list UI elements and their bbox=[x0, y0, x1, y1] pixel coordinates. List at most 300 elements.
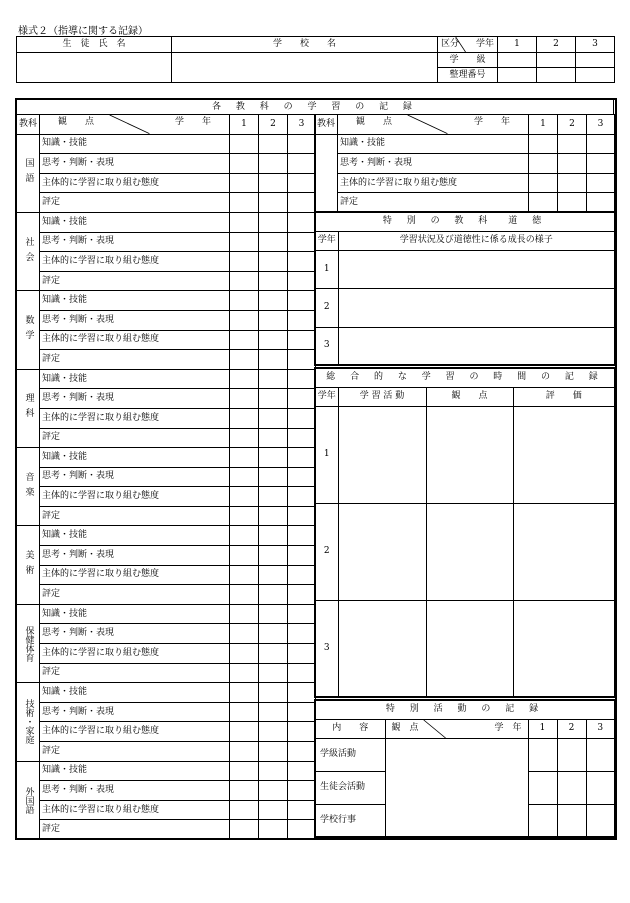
grade-cell-3[interactable] bbox=[288, 820, 316, 840]
grade-cell-3[interactable] bbox=[288, 624, 316, 644]
class-field-2[interactable] bbox=[537, 53, 576, 68]
grade-cell-1[interactable] bbox=[230, 487, 259, 507]
special-cell-2-2[interactable] bbox=[557, 771, 586, 804]
subject-row bbox=[17, 389, 316, 409]
subject-row bbox=[17, 154, 316, 174]
subject-name-cell bbox=[17, 448, 40, 526]
grade-cell-1[interactable] bbox=[230, 212, 259, 232]
moral-grade-col: 学年 bbox=[315, 231, 338, 250]
integrated-evaluation-2[interactable] bbox=[513, 503, 615, 600]
subject-row bbox=[17, 467, 316, 487]
grade-cell-3[interactable] bbox=[288, 212, 316, 232]
subject-row bbox=[17, 310, 316, 330]
viewpoint-label: 知識・技能 bbox=[40, 369, 230, 389]
grade-cell-3[interactable] bbox=[288, 389, 316, 409]
viewpoint-col-header: 観 点 bbox=[58, 117, 95, 127]
grade-col-header: 学 年 bbox=[174, 117, 211, 127]
subject-row bbox=[17, 702, 316, 722]
grade-cell-2[interactable] bbox=[259, 271, 288, 291]
subject-row bbox=[17, 291, 316, 311]
grade-cell-3[interactable] bbox=[288, 232, 316, 252]
grade-cell-1[interactable] bbox=[230, 742, 259, 762]
grade-cell-3[interactable] bbox=[288, 271, 316, 291]
subject-name-cell bbox=[17, 761, 40, 839]
viewpoint-label: 知識・技能 bbox=[40, 291, 230, 311]
special-viewpoint-col: 観 点 bbox=[391, 722, 419, 733]
right-subject-row bbox=[315, 193, 615, 213]
grade-cell-2[interactable] bbox=[259, 820, 288, 840]
integrated-viewpoint-3[interactable] bbox=[426, 600, 513, 697]
grade-cell-2[interactable] bbox=[259, 330, 288, 350]
integrated-evaluation-3[interactable] bbox=[513, 600, 615, 697]
integrated-viewpoint-2[interactable] bbox=[426, 503, 513, 600]
grade-cell-1[interactable] bbox=[230, 448, 259, 468]
student-name-field[interactable] bbox=[17, 53, 172, 83]
grade-cell-3[interactable] bbox=[288, 291, 316, 311]
viewpoint-label: 評定 bbox=[40, 742, 230, 762]
special-cell-2-1[interactable] bbox=[528, 771, 557, 804]
subject-row bbox=[17, 663, 316, 683]
subject-name-cell bbox=[17, 526, 40, 604]
grade-cell-2[interactable] bbox=[259, 467, 288, 487]
viewpoint-label: 主体的に学習に取り組む態度 bbox=[40, 173, 230, 193]
right-subject-row bbox=[315, 154, 615, 174]
grade-cell-1[interactable] bbox=[230, 369, 259, 389]
moral-grade-1: 1 bbox=[315, 250, 338, 288]
grade-cell-2[interactable] bbox=[259, 350, 288, 370]
viewpoint-label: 評定 bbox=[40, 585, 230, 605]
special-item-class: 学級活動 bbox=[315, 738, 385, 771]
grade-cell-1[interactable] bbox=[230, 350, 259, 370]
grade-label: 学年 bbox=[475, 39, 494, 49]
grade-cell-3[interactable] bbox=[288, 644, 316, 664]
grade-cell-2[interactable] bbox=[259, 663, 288, 683]
subject-row bbox=[17, 212, 316, 232]
header-grade-1: 1 bbox=[498, 37, 537, 53]
right-grade-cell-1[interactable] bbox=[529, 173, 558, 193]
subject-row bbox=[17, 448, 316, 468]
number-field-1[interactable] bbox=[498, 68, 537, 83]
grade-cell-1[interactable] bbox=[230, 722, 259, 742]
viewpoint-label: 評定 bbox=[40, 271, 230, 291]
subject-row bbox=[17, 644, 316, 664]
subject-name: 数学 bbox=[23, 315, 34, 346]
grade-cell-3[interactable] bbox=[288, 448, 316, 468]
records-title: 各 教 科 の 学 習 の 記 録 bbox=[17, 100, 614, 115]
grade-cell-1[interactable] bbox=[230, 644, 259, 664]
viewpoint-label: 評定 bbox=[40, 506, 230, 526]
special-cell-3-1[interactable] bbox=[528, 804, 557, 837]
subject-name-cell bbox=[17, 604, 40, 682]
grade-cell-2[interactable] bbox=[259, 624, 288, 644]
subject-name: 外国語 bbox=[23, 786, 34, 814]
right-viewpoint-label: 思考・判断・表現 bbox=[338, 154, 529, 174]
grade-cell-3[interactable] bbox=[288, 154, 316, 174]
moral-field-1[interactable] bbox=[338, 250, 615, 288]
subject-row bbox=[17, 271, 316, 291]
subject-row bbox=[17, 369, 316, 389]
right-grade-col-header: 学 年 bbox=[473, 117, 510, 127]
viewpoint-label: 主体的に学習に取り組む態度 bbox=[40, 565, 230, 585]
grade-cell-1[interactable] bbox=[230, 330, 259, 350]
grade-cell-2[interactable] bbox=[259, 702, 288, 722]
special-cell-3-2[interactable] bbox=[557, 804, 586, 837]
viewpoint-label: 評定 bbox=[40, 663, 230, 683]
grade-cell-1[interactable] bbox=[230, 761, 259, 781]
right-grade-cell-3[interactable] bbox=[587, 173, 615, 193]
right-grade-cell-2[interactable] bbox=[558, 134, 587, 154]
viewpoint-label: 知識・技能 bbox=[40, 761, 230, 781]
viewpoint-label: 主体的に学習に取り組む態度 bbox=[40, 487, 230, 507]
integrated-grade-3: 3 bbox=[315, 600, 338, 697]
grade-cell-1[interactable] bbox=[230, 232, 259, 252]
grade-cell-3[interactable] bbox=[288, 761, 316, 781]
class-field-1[interactable] bbox=[498, 53, 537, 68]
grade-cell-1[interactable] bbox=[230, 781, 259, 801]
grade-cell-2[interactable] bbox=[259, 644, 288, 664]
right-grade-cell-1[interactable] bbox=[529, 134, 558, 154]
grade-cell-3[interactable] bbox=[288, 408, 316, 428]
integrated-grade-1: 1 bbox=[315, 406, 338, 503]
subject-name: 美術 bbox=[23, 550, 34, 581]
grade-cell-3[interactable] bbox=[288, 683, 316, 703]
right-grade-cell-1[interactable] bbox=[529, 154, 558, 174]
grade-cell-1[interactable] bbox=[230, 408, 259, 428]
moral-field-2[interactable] bbox=[338, 288, 615, 327]
grade-cell-2[interactable] bbox=[259, 761, 288, 781]
grade-cell-3[interactable] bbox=[288, 781, 316, 801]
viewpoint-label: 主体的に学習に取り組む態度 bbox=[40, 800, 230, 820]
viewpoint-label: 思考・判断・表現 bbox=[40, 546, 230, 566]
grade-cell-1[interactable] bbox=[230, 173, 259, 193]
grade-cell-1[interactable] bbox=[230, 604, 259, 624]
grade-cell-1[interactable] bbox=[230, 820, 259, 840]
subject-name: 音楽 bbox=[23, 471, 34, 502]
right-grade-cell-3[interactable] bbox=[587, 154, 615, 174]
grade-cell-1[interactable] bbox=[230, 193, 259, 213]
viewpoint-label: 評定 bbox=[40, 428, 230, 448]
grade-cell-2[interactable] bbox=[259, 428, 288, 448]
class-label: 学 級 bbox=[438, 53, 498, 68]
grade-cell-1[interactable] bbox=[230, 702, 259, 722]
subject-row bbox=[17, 800, 316, 820]
grade-cell-1[interactable] bbox=[230, 428, 259, 448]
subject-name-cell bbox=[17, 369, 40, 447]
grade-cell-2[interactable] bbox=[259, 800, 288, 820]
grade-cell-3[interactable] bbox=[288, 173, 316, 193]
grade-cell-3[interactable] bbox=[288, 369, 316, 389]
subject-row bbox=[17, 526, 316, 546]
school-name-label: 学 校 名 bbox=[172, 37, 438, 53]
grade-cell-3[interactable] bbox=[288, 742, 316, 762]
grade-cell-1[interactable] bbox=[230, 134, 259, 154]
grade-cell-3[interactable] bbox=[288, 350, 316, 370]
integrated-activity-3[interactable] bbox=[338, 600, 426, 697]
grade-cell-2[interactable] bbox=[259, 565, 288, 585]
grade-cell-1[interactable] bbox=[230, 291, 259, 311]
integrated-viewpoint-1[interactable] bbox=[426, 406, 513, 503]
right-grade-cell-1[interactable] bbox=[529, 193, 558, 213]
grade-cell-1[interactable] bbox=[230, 252, 259, 272]
grade-cell-1[interactable] bbox=[230, 271, 259, 291]
subject-col-header: 教科 bbox=[17, 115, 40, 135]
subject-name-cell bbox=[17, 683, 40, 761]
viewpoint-label: 主体的に学習に取り組む態度 bbox=[40, 252, 230, 272]
records-title-table bbox=[16, 99, 614, 115]
right-subject-row bbox=[315, 173, 615, 193]
grade-cell-2[interactable] bbox=[259, 232, 288, 252]
grade-cell-1[interactable] bbox=[230, 800, 259, 820]
grade-cell-2[interactable] bbox=[259, 722, 288, 742]
header-grade-3: 3 bbox=[576, 37, 615, 53]
integrated-table bbox=[314, 367, 616, 698]
grade-cell-3[interactable] bbox=[288, 506, 316, 526]
viewpoint-label: 知識・技能 bbox=[40, 448, 230, 468]
grade-cell-3[interactable] bbox=[288, 663, 316, 683]
grade-cell-2[interactable] bbox=[259, 683, 288, 703]
viewpoint-grade-header bbox=[40, 115, 230, 135]
header-grade-2: 2 bbox=[537, 37, 576, 53]
viewpoint-label: 知識・技能 bbox=[40, 683, 230, 703]
subject-row bbox=[17, 820, 316, 840]
viewpoint-label: 思考・判断・表現 bbox=[40, 781, 230, 801]
grade-cell-2[interactable] bbox=[259, 173, 288, 193]
grade-cell-2[interactable] bbox=[259, 134, 288, 154]
right-grade-cell-3[interactable] bbox=[587, 134, 615, 154]
grade-cell-2[interactable] bbox=[259, 448, 288, 468]
grade-cell-2[interactable] bbox=[259, 369, 288, 389]
subject-name: 保健体育 bbox=[23, 625, 34, 662]
right-grade-cell-2[interactable] bbox=[558, 173, 587, 193]
subjects-left-table bbox=[16, 114, 316, 840]
integrated-title: 総 合 的 な 学 習 の 時 間 の 記 録 bbox=[315, 368, 615, 387]
subject-row bbox=[17, 781, 316, 801]
viewpoint-label: 思考・判断・表現 bbox=[40, 232, 230, 252]
viewpoint-label: 思考・判断・表現 bbox=[40, 310, 230, 330]
right-grade-cell-2[interactable] bbox=[558, 154, 587, 174]
viewpoint-label: 思考・判断・表現 bbox=[40, 389, 230, 409]
subject-name: 技術・家庭 bbox=[23, 699, 34, 745]
subject-name: 国語 bbox=[23, 158, 34, 189]
subject-name-cell bbox=[17, 212, 40, 290]
grade-cell-3[interactable] bbox=[288, 526, 316, 546]
grade-cell-2[interactable] bbox=[259, 154, 288, 174]
grade-cell-1[interactable] bbox=[230, 389, 259, 409]
integrated-grade-col: 学年 bbox=[315, 387, 338, 406]
grade-cell-2[interactable] bbox=[259, 526, 288, 546]
special-cell-1-2[interactable] bbox=[557, 738, 586, 771]
grade-cell-3[interactable] bbox=[288, 252, 316, 272]
number-label: 整理番号 bbox=[438, 68, 498, 83]
number-field-2[interactable] bbox=[537, 68, 576, 83]
kubun-grade-cell bbox=[438, 37, 498, 53]
grade-cell-3[interactable] bbox=[288, 330, 316, 350]
form-title: 様式２（指導に関する記録） bbox=[18, 26, 148, 37]
grade-cell-1[interactable] bbox=[230, 683, 259, 703]
subject-row bbox=[17, 742, 316, 762]
special-cell-3-3[interactable] bbox=[586, 804, 615, 837]
special-cell-2-3[interactable] bbox=[586, 771, 615, 804]
grade-cell-2[interactable] bbox=[259, 291, 288, 311]
subject-name-cell bbox=[17, 291, 40, 369]
viewpoint-label: 思考・判断・表現 bbox=[40, 624, 230, 644]
records-grade-2: 2 bbox=[259, 115, 288, 135]
special-viewpoint-grade-header bbox=[385, 719, 528, 738]
right-records-grade-1: 1 bbox=[529, 115, 558, 135]
grade-cell-3[interactable] bbox=[288, 722, 316, 742]
school-name-field[interactable] bbox=[172, 53, 438, 83]
viewpoint-label: 思考・判断・表現 bbox=[40, 467, 230, 487]
right-viewpoint-label: 主体的に学習に取り組む態度 bbox=[338, 173, 529, 193]
grade-cell-3[interactable] bbox=[288, 134, 316, 154]
viewpoint-label: 知識・技能 bbox=[40, 134, 230, 154]
grade-cell-2[interactable] bbox=[259, 781, 288, 801]
subject-name-cell bbox=[17, 134, 40, 212]
moral-title: 特 別 の 教 科 道 徳 bbox=[315, 212, 615, 231]
subject-name: 社会 bbox=[23, 236, 34, 267]
right-records-grade-2: 2 bbox=[558, 115, 587, 135]
subject-row bbox=[17, 506, 316, 526]
right-grade-cell-3[interactable] bbox=[587, 193, 615, 213]
integrated-evaluation-1[interactable] bbox=[513, 406, 615, 503]
grade-cell-2[interactable] bbox=[259, 193, 288, 213]
viewpoint-label: 評定 bbox=[40, 193, 230, 213]
kubun-label: 区分 bbox=[441, 39, 460, 49]
grade-cell-3[interactable] bbox=[288, 193, 316, 213]
right-grade-cell-2[interactable] bbox=[558, 193, 587, 213]
viewpoint-label: 評定 bbox=[40, 350, 230, 370]
subjects-right-table bbox=[314, 114, 615, 213]
integrated-activity-col: 学 習 活 動 bbox=[338, 387, 426, 406]
viewpoint-label: 知識・技能 bbox=[40, 212, 230, 232]
viewpoint-label: 主体的に学習に取り組む態度 bbox=[40, 644, 230, 664]
integrated-grade-2: 2 bbox=[315, 503, 338, 600]
grade-cell-2[interactable] bbox=[259, 742, 288, 762]
grade-cell-2[interactable] bbox=[259, 212, 288, 232]
special-item-council: 生徒会活動 bbox=[315, 771, 385, 804]
special-cell-1-1[interactable] bbox=[528, 738, 557, 771]
right-subject-name-cell[interactable] bbox=[315, 134, 338, 212]
grade-cell-2[interactable] bbox=[259, 506, 288, 526]
grade-cell-2[interactable] bbox=[259, 408, 288, 428]
viewpoint-label: 主体的に学習に取り組む態度 bbox=[40, 330, 230, 350]
integrated-viewpoint-col: 観 点 bbox=[426, 387, 513, 406]
viewpoint-label: 主体的に学習に取り組む態度 bbox=[40, 722, 230, 742]
special-cell-1-3[interactable] bbox=[586, 738, 615, 771]
subject-row bbox=[17, 604, 316, 624]
subject-row bbox=[17, 624, 316, 644]
grade-cell-1[interactable] bbox=[230, 565, 259, 585]
right-viewpoint-col-header: 観 点 bbox=[356, 117, 393, 127]
grade-cell-1[interactable] bbox=[230, 310, 259, 330]
grade-cell-2[interactable] bbox=[259, 585, 288, 605]
grade-cell-2[interactable] bbox=[259, 487, 288, 507]
grade-cell-3[interactable] bbox=[288, 428, 316, 448]
special-viewpoint-field[interactable] bbox=[385, 738, 528, 837]
special-table bbox=[314, 699, 616, 838]
subject-row bbox=[17, 252, 316, 272]
number-field-3[interactable] bbox=[576, 68, 615, 83]
grade-cell-1[interactable] bbox=[230, 154, 259, 174]
grade-cell-3[interactable] bbox=[288, 310, 316, 330]
grade-cell-2[interactable] bbox=[259, 310, 288, 330]
grade-cell-1[interactable] bbox=[230, 546, 259, 566]
records-grade-1: 1 bbox=[230, 115, 259, 135]
subject-name: 理科 bbox=[23, 393, 34, 424]
viewpoint-label: 主体的に学習に取り組む態度 bbox=[40, 408, 230, 428]
grade-cell-3[interactable] bbox=[288, 604, 316, 624]
subject-row bbox=[17, 428, 316, 448]
subject-row bbox=[17, 585, 316, 605]
subject-row bbox=[17, 722, 316, 742]
records-grade-3: 3 bbox=[288, 115, 316, 135]
right-viewpoint-label: 評定 bbox=[338, 193, 529, 213]
grade-cell-3[interactable] bbox=[288, 467, 316, 487]
grade-cell-1[interactable] bbox=[230, 506, 259, 526]
integrated-activity-2[interactable] bbox=[338, 503, 426, 600]
viewpoint-label: 思考・判断・表現 bbox=[40, 702, 230, 722]
grade-cell-3[interactable] bbox=[288, 546, 316, 566]
right-subject-row bbox=[315, 134, 615, 154]
grade-cell-3[interactable] bbox=[288, 565, 316, 585]
viewpoint-label: 評定 bbox=[40, 820, 230, 840]
subject-row bbox=[17, 134, 316, 154]
grade-cell-2[interactable] bbox=[259, 546, 288, 566]
grade-cell-3[interactable] bbox=[288, 800, 316, 820]
moral-field-3[interactable] bbox=[338, 327, 615, 365]
subject-row bbox=[17, 683, 316, 703]
viewpoint-label: 知識・技能 bbox=[40, 604, 230, 624]
subject-row bbox=[17, 408, 316, 428]
moral-grade-2: 2 bbox=[315, 288, 338, 327]
subject-row bbox=[17, 487, 316, 507]
grade-cell-1[interactable] bbox=[230, 526, 259, 546]
right-records-grade-3: 3 bbox=[587, 115, 615, 135]
right-viewpoint-grade-header bbox=[338, 115, 529, 135]
grade-cell-3[interactable] bbox=[288, 487, 316, 507]
right-viewpoint-label: 知識・技能 bbox=[338, 134, 529, 154]
right-subject-col-header: 教科 bbox=[315, 115, 338, 135]
grade-cell-1[interactable] bbox=[230, 663, 259, 683]
grade-cell-2[interactable] bbox=[259, 604, 288, 624]
integrated-evaluation-col: 評 価 bbox=[513, 387, 615, 406]
class-field-3[interactable] bbox=[576, 53, 615, 68]
special-grade-1: 1 bbox=[528, 719, 557, 738]
moral-table bbox=[314, 211, 616, 366]
grade-cell-1[interactable] bbox=[230, 467, 259, 487]
integrated-activity-1[interactable] bbox=[338, 406, 426, 503]
subject-row bbox=[17, 546, 316, 566]
subject-row bbox=[17, 350, 316, 370]
grade-cell-1[interactable] bbox=[230, 624, 259, 644]
subject-row bbox=[17, 330, 316, 350]
subject-row bbox=[17, 761, 316, 781]
special-content-col: 内 容 bbox=[315, 719, 385, 738]
viewpoint-label: 知識・技能 bbox=[40, 526, 230, 546]
special-item-event: 学校行事 bbox=[315, 804, 385, 837]
grade-cell-3[interactable] bbox=[288, 702, 316, 722]
moral-desc-col: 学習状況及び道徳性に係る成長の様子 bbox=[338, 231, 615, 250]
header-table bbox=[16, 36, 615, 83]
grade-cell-2[interactable] bbox=[259, 389, 288, 409]
grade-cell-1[interactable] bbox=[230, 585, 259, 605]
special-title: 特 別 活 動 の 記 録 bbox=[315, 700, 615, 719]
grade-cell-3[interactable] bbox=[288, 585, 316, 605]
special-grade-3: 3 bbox=[586, 719, 615, 738]
subject-row bbox=[17, 173, 316, 193]
moral-grade-3: 3 bbox=[315, 327, 338, 365]
grade-cell-2[interactable] bbox=[259, 252, 288, 272]
